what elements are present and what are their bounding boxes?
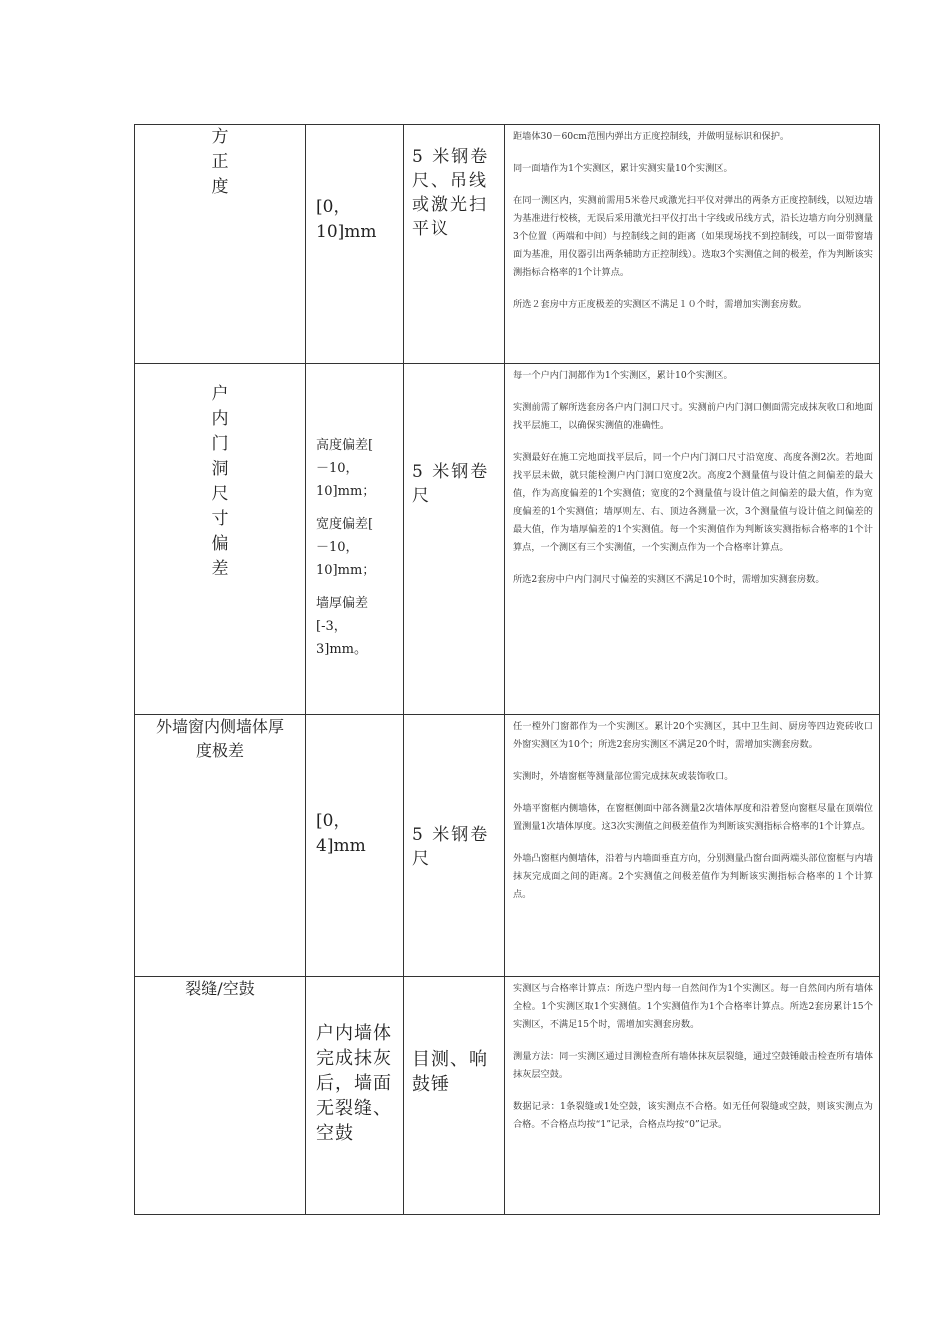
item-text: 外墙窗内侧墙体厚度极差 <box>155 717 284 760</box>
standard-cell <box>306 125 404 364</box>
desc-cell <box>505 715 880 977</box>
item-cell <box>135 977 306 1215</box>
standard-height: 高度偏差[ －10，10]mm； <box>316 438 400 499</box>
standard-text: 户内墙体完成抹灰后，墙面无裂缝、空鼓 <box>316 1023 392 1144</box>
desc-paragraph: 距墙体30－60cm范围内弹出方正度控制线，并做明显标识和保护。 <box>513 131 790 142</box>
table-row <box>135 977 880 1215</box>
desc-cell <box>505 364 880 715</box>
desc-paragraph: 在同一测区内，实测前需用5米卷尺或激光扫平仪对弹出的两条方正度控制线，以短边墙为基准进行校核，无误后采用激光扫平仪打出十字线或吊线方式，沿长边墙方向分别测量3个位置（两端和中间）与控制线之间的距离（如果现场找不到控制线，可以一面带窗墙面为基准，用仪器引出两条辅助方正控制线）。选取3个实测值之间的极差，作为判断该实测指标合格率的1个计算点。 <box>513 195 873 278</box>
desc-paragraph: 同一面墙作为1个实测区，累计实测实量10个实测区。 <box>513 163 733 174</box>
desc-paragraph: 实测最好在施工完地面找平层后，同一个户内门洞口尺寸沿宽度、高度各测2次。若地面找平层未做，就只能检测户内门洞口宽度2次。高度2个测量值与设计值之间偏差的最大值，作为高度偏差的1个实测值；宽度的2个测量值与设计值之间偏差的最大值，作为宽度偏差的1个实测值；墙厚则左、右、顶边各测量一次，3个测量值与设计值之间偏差的最大值，作为墙厚偏差的1个实测值。每一个实测值作为判断该实测指标合格率的1个计算点，一个测区有三个实测值，一个实测点作为一个合格率计算点。 <box>513 452 873 553</box>
desc-paragraph: 外墙凸窗框内侧墙体，沿着与内墙面垂直方向，分别测量凸窗台面两端头部位窗框与内墙抹灰完成面之间的距离。2个实测值之间极差值作为判断该实测指标合格率的１个计算点。 <box>513 853 873 900</box>
table-row <box>135 125 880 364</box>
item-char: 尺 <box>211 484 229 504</box>
item-char: 寸 <box>211 509 229 529</box>
tool-cell <box>404 977 505 1215</box>
item-char: 正 <box>211 152 229 172</box>
item-cell <box>135 125 306 364</box>
item-char: 方 <box>211 127 229 147</box>
tool-text: 5 米钢卷尺 <box>412 462 490 506</box>
item-cell <box>135 364 306 715</box>
tool-cell <box>404 364 505 715</box>
item-char: 户 <box>211 384 229 404</box>
item-char: 度 <box>211 177 229 197</box>
desc-paragraph: 测量方法：同一实测区通过目测检查所有墙体抹灰层裂缝，通过空鼓锤敲击检查所有墙体抹灰层空鼓。 <box>513 1051 873 1080</box>
standard-text: [0，4]mm <box>316 811 366 856</box>
item-cell <box>135 715 306 977</box>
desc-paragraph: 所选2套房中户内门洞尺寸偏差的实测区不满足10个时，需增加实测套房数。 <box>513 574 825 585</box>
standard-width: 宽度偏差[ －10，10]mm； <box>316 517 400 578</box>
standard-cell <box>306 364 404 715</box>
desc-paragraph: 实测前需了解所选套房各户内门洞口尺寸。实测前户内门洞口侧面需完成抹灰收口和地面找平层施工，以确保实测值的准确性。 <box>513 402 873 431</box>
table-row <box>135 715 880 977</box>
tool-text: 5 米钢卷尺 <box>412 825 490 869</box>
desc-cell <box>505 125 880 364</box>
desc-paragraph: 实测区与合格率计算点：所选户型内每一自然间作为1个实测区。每一自然间内所有墙体全检。1个实测区取1个实测值。1个实测值作为1个合格率计算点。所选2套房累计15个实测区，不满足15个时，需增加实测套房数。 <box>513 983 873 1030</box>
measurement-table <box>134 124 880 1215</box>
item-char: 洞 <box>211 459 229 479</box>
tool-cell <box>404 125 505 364</box>
desc-paragraph: 数据记录：1条裂缝或1处空鼓，该实测点不合格。如无任何裂缝或空鼓，则该实测点为合格。不合格点均按“1”记录，合格点均按“0”记录。 <box>513 1101 873 1130</box>
table-row <box>135 364 880 715</box>
standard-cell <box>306 715 404 977</box>
tool-text: 目测、响鼓锤 <box>412 1049 488 1095</box>
standard-thickness: 墙厚偏差[-3，3]mm。 <box>316 596 369 657</box>
desc-paragraph: 外墙平窗框内侧墙体，在窗框侧面中部各测量2次墙体厚度和沿着竖向窗框尽量在顶端位置测量1次墙体厚度。这3次实测值之间极差值作为判断该实测指标合格率的1个计算点。 <box>513 803 873 832</box>
tool-text: 5 米钢卷尺、吊线或激光扫平议 <box>412 147 490 239</box>
standard-cell <box>306 977 404 1215</box>
item-char: 门 <box>211 434 229 454</box>
desc-cell <box>505 977 880 1215</box>
tool-cell <box>404 715 505 977</box>
item-char: 偏 <box>211 534 229 554</box>
item-char: 内 <box>211 409 229 429</box>
desc-paragraph: 实测时，外墙窗框等测量部位需完成抹灰或装饰收口。 <box>513 771 734 782</box>
item-text: 裂缝/空鼓 <box>185 979 255 998</box>
desc-paragraph: 所选２套房中方正度极差的实测区不满足１０个时，需增加实测套房数。 <box>513 299 807 310</box>
desc-paragraph: 任一樘外门窗都作为一个实测区。累计20个实测区，其中卫生间、厨房等四边瓷砖收口外窗实测区为10个；所选2套房实测区不满足20个时，需增加实测套房数。 <box>513 721 873 750</box>
standard-text: [0，10]mm <box>316 197 377 242</box>
desc-paragraph: 每一个户内门洞都作为1个实测区，累计10个实测区。 <box>513 370 733 381</box>
item-char: 差 <box>211 559 229 579</box>
